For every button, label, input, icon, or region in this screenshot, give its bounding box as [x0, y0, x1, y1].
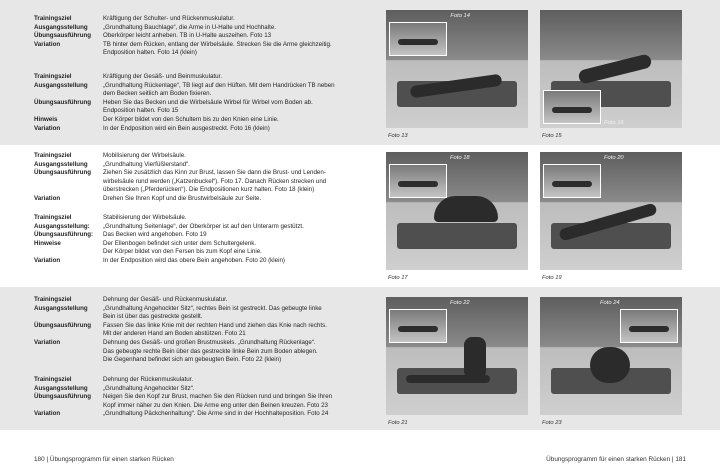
exercise-figure [464, 337, 486, 379]
page-footer-left: 180 | Übungsprogramm für einen starken Rücken [34, 456, 174, 463]
exercise-row [34, 322, 382, 331]
row-text: überstrecken („Pferderücken“). Die Endpositionen kurz halten. Foto 18 (klein) [103, 186, 315, 194]
exercise-row [34, 169, 382, 178]
row-label: Trainingsziel [34, 15, 72, 22]
exercise-row [34, 330, 382, 339]
row-label [34, 107, 103, 116]
row-label [34, 186, 103, 195]
row-label: Ausgangsstellung [34, 160, 88, 168]
row-label: Übungsausführung: [34, 231, 94, 239]
row-text: „Grundhaltung Vierfüßlerstand“. [103, 160, 190, 168]
row-label [34, 356, 103, 365]
exercise-block [34, 152, 382, 204]
exercise-row [34, 313, 382, 322]
exercise-row [34, 214, 382, 223]
exercise-row [34, 116, 382, 125]
exercise-row [34, 99, 382, 108]
row-text: Endposition halten. Foto 14 (klein) [103, 49, 197, 57]
photo-label: Foto 22 [450, 300, 470, 306]
row-label: Variation [34, 410, 61, 418]
exercise-block [34, 376, 382, 419]
exercise-row [34, 410, 382, 419]
exercise-figure [434, 196, 498, 222]
exercise-row [34, 348, 382, 357]
exercise-figure [398, 39, 438, 45]
exercise-row [34, 49, 382, 58]
photo-21 [386, 297, 528, 415]
exercise-figure [629, 326, 669, 332]
photo-24-inset [620, 309, 678, 343]
exercise-row [34, 107, 382, 116]
photo-20-inset [543, 164, 601, 198]
row-label [34, 49, 103, 58]
row-label: Übungsausführung [34, 98, 92, 106]
photo-14-inset [389, 22, 447, 56]
row-text: Stabilisierung der Wirbelsäule. [103, 214, 187, 221]
exercise-mat [397, 223, 516, 249]
photo-17 [386, 152, 528, 270]
exercise-block [34, 214, 382, 266]
exercise-row [34, 240, 382, 249]
exercise-row [34, 15, 382, 24]
row-label: Variation [34, 338, 61, 346]
row-label: Übungsausführung [34, 321, 92, 329]
photo-13 [386, 10, 528, 128]
row-text: Dehnung der Rückenmuskulatur. [103, 376, 194, 383]
exercise-row [34, 402, 382, 411]
row-text: TB hinter dem Rücken, entlang der Wirbelsäule. Strecken Sie die Arme gleichzeitig. [103, 40, 332, 48]
exercise-row [34, 296, 382, 305]
exercise-block [34, 15, 382, 58]
row-label [34, 313, 103, 322]
exercise-block [34, 73, 382, 133]
row-label [34, 248, 103, 257]
row-text: Der Körper bildet von den Schultern bis zu den Knien eine Linie. [103, 115, 279, 123]
row-text: Ziehen Sie zusätzlich das Kinn zur Brust, lassen Sie dann die Brust- und Lenden- [103, 169, 326, 177]
row-text: Oberkörper leicht anheben. TB in U-Halte auszeihen. Foto 13 [103, 32, 272, 40]
photo-caption: Foto 23 [542, 420, 562, 426]
row-label: Ausgangsstellung [34, 23, 88, 31]
row-label: Hinweise [34, 239, 61, 247]
row-label: Trainingsziel [34, 73, 72, 80]
row-text: Kräftigung der Schulter- und Rückenmuskulatur. [103, 15, 235, 22]
page-footer-right: Übungsprogramm für einen starken Rücken | 181 [546, 456, 686, 463]
row-text: Der Körper bildet von den Fersen bis zum Kopf eine Linie. [103, 248, 262, 256]
row-label: Variation [34, 194, 61, 202]
row-label: Trainingsziel [34, 376, 72, 383]
row-label: Übungsausführung [34, 32, 92, 40]
row-text: „Grundhaltung Seitenlage“, der Oberkörper ist auf den Unterarm gestützt. [103, 222, 304, 230]
exercise-row [34, 152, 382, 161]
row-label [34, 330, 103, 339]
row-label: Variation [34, 40, 61, 48]
row-text: Kräftigung der Gesäß- und Beinmuskulatur. [103, 73, 222, 80]
row-label [34, 178, 103, 187]
exercise-row [34, 186, 382, 195]
photo-label: Foto 16 [604, 120, 624, 126]
exercise-block [34, 296, 382, 365]
row-label: Trainingsziel [34, 296, 72, 303]
exercise-row [34, 24, 382, 33]
exercise-row [34, 248, 382, 257]
photo-caption: Foto 17 [388, 275, 408, 281]
photo-15 [540, 10, 682, 128]
row-text: dem Becken seitlich am Boden fixieren. [103, 90, 212, 98]
row-text: Die Gegenhand befindet sich am gebeugten Bein. Foto 22 (klein) [103, 356, 282, 364]
exercise-row [34, 305, 382, 314]
photo-caption: Foto 19 [542, 275, 562, 281]
row-text: „Grundhaltung Rückenlage“, TB liegt auf den Hüften. Mit dem Handrücken TB neben [103, 81, 335, 89]
exercise-row [34, 161, 382, 170]
photo-16-inset [543, 90, 601, 124]
row-label: Variation [34, 256, 61, 264]
row-label [34, 348, 103, 357]
exercise-row [34, 178, 382, 187]
row-label: Hinweis [34, 115, 58, 123]
photo-caption: Foto 21 [388, 420, 408, 426]
row-text: Heben Sie das Becken und die Wirbelsäule Wirbel für Wirbel vom Boden ab. [103, 98, 313, 106]
row-label: Ausgangsstellung [34, 384, 88, 392]
row-text: Drehen Sie Ihren Kopf und die Brustwirbelsäule zur Seite. [103, 194, 262, 202]
row-text: Endposition halten. Foto 15 [103, 107, 179, 115]
exercise-row [34, 82, 382, 91]
exercise-row [34, 32, 382, 41]
row-label [34, 402, 103, 411]
row-label [34, 90, 103, 99]
photo-label: Foto 14 [450, 13, 470, 19]
photo-label: Foto 18 [450, 155, 470, 161]
row-text: Kopf immer näher zu den Knien. Die Arme eng unter den Beinen kreuzen. Foto 23 [103, 401, 328, 409]
exercise-figure [398, 326, 438, 332]
row-text: In der Endposition wird das obere Bein angehoben. Foto 20 (klein) [103, 256, 285, 264]
exercise-row [34, 41, 382, 50]
row-label: Variation [34, 124, 61, 132]
row-text: Fassen Sie das linke Knie mit der rechten Hand und ziehen das Knie nach rechts. [103, 321, 327, 329]
photo-caption: Foto 13 [388, 133, 408, 139]
exercise-row [34, 356, 382, 365]
row-text: „Grundhaltung Bauchlage“, die Arme in U-Halte und Hochhalte. [103, 23, 277, 31]
row-text: Mit der anderen Hand am Boden abstützen. Foto 21 [103, 330, 246, 338]
row-text: „Grundhaltung Angehockter Sitz“, rechtes Bein ist gestreckt. Das gebeugte linke [103, 304, 322, 312]
exercise-row [34, 231, 382, 240]
exercise-row [34, 339, 382, 348]
row-label: Übungsausführung [34, 169, 92, 177]
photo-18-inset [389, 164, 447, 198]
photo-22-inset [389, 309, 447, 343]
photo-label: Foto 20 [604, 155, 624, 161]
photo-caption: Foto 15 [542, 133, 562, 139]
row-text: Mobilisierung der Wirbelsäule. [103, 152, 186, 159]
row-label: Ausgangsstellung [34, 81, 88, 89]
row-text: Dehnung der Gesäß- und Rückenmuskulatur. [103, 296, 228, 303]
exercise-row [34, 257, 382, 266]
row-text: Dehnung des Gesäß- und großen Brustmuskels. „Grundhaltung Rückenlage“. [103, 338, 316, 346]
exercise-figure [406, 375, 490, 383]
exercise-row [34, 393, 382, 402]
row-label: Übungsausführung [34, 393, 92, 401]
row-label: Ausgangsstellung [34, 304, 88, 312]
exercise-figure [552, 181, 592, 187]
row-label: Trainingsziel [34, 214, 72, 221]
exercise-row [34, 125, 382, 134]
row-text: Neigen Sie den Kopf zur Brust, machen Sie den Rücken rund und bringen Sie Ihren [103, 393, 333, 401]
row-text: In der Endposition wird ein Bein ausgestreckt. Foto 16 (klein) [103, 124, 270, 132]
exercise-row [34, 73, 382, 82]
exercise-row [34, 195, 382, 204]
row-label: Ausgangsstellung: [34, 222, 90, 230]
row-text: Das gebeugte rechte Bein über das gestreckte linke Bein zum Boden ablegen. [103, 347, 318, 355]
exercise-figure [552, 107, 592, 113]
exercise-figure [590, 347, 630, 383]
exercise-row [34, 376, 382, 385]
exercise-row [34, 385, 382, 394]
row-text: wirbelsäule rund werden („Katzenbuckel“). Foto 17. Danach Rücken strecken und [103, 177, 327, 185]
photo-19 [540, 152, 682, 270]
exercise-row [34, 90, 382, 99]
row-text: Bein ist über das gestreckte gestellt. [103, 313, 203, 321]
exercise-figure [398, 181, 438, 187]
row-text: „Grundhaltung Päckchenhaltung“. Die Arme sind in der Hochhalteposition. Foto 24 [103, 410, 329, 418]
photo-23 [540, 297, 682, 415]
row-text: Das Becken wird angehoben. Foto 19 [103, 231, 207, 239]
exercise-row [34, 223, 382, 232]
row-text: Der Ellenbogen befindet sich unter dem Schultergelenk. [103, 239, 257, 247]
row-label: Trainingsziel [34, 152, 72, 159]
row-text: „Grundhaltung Angehockter Sitz“. [103, 384, 195, 392]
photo-label: Foto 24 [600, 300, 620, 306]
